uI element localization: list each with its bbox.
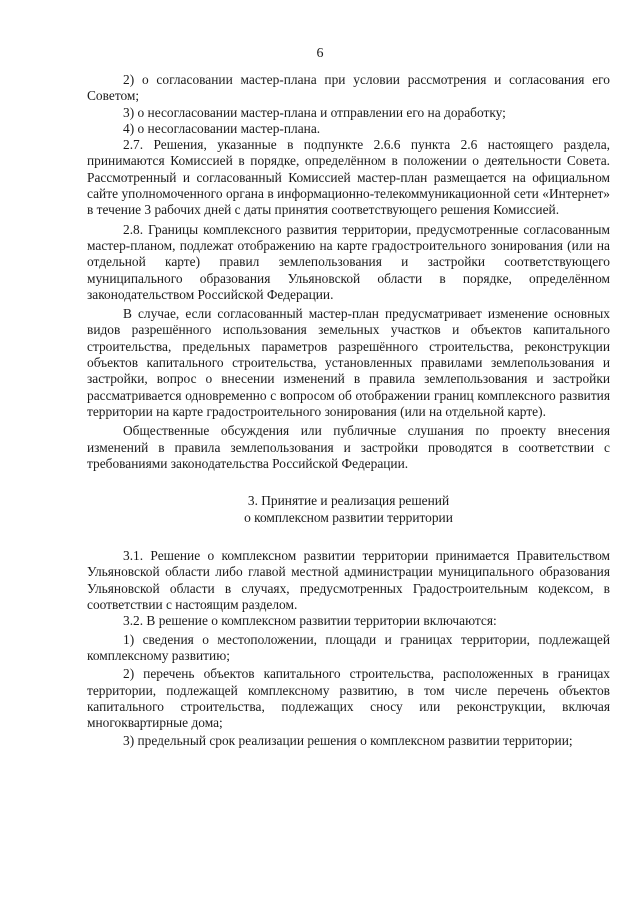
paragraph: 2) о согласовании мастер-плана при условии рассмотрения и согласования его Советом; [87,72,610,104]
paragraph: 3) о несогласовании мастер-плана и отправлении его на доработку; [123,104,506,120]
paragraph: 2) перечень объектов капитального строительства, расположенных в границах территории, подлежащей комплексному развитию, в том числе перечень объектов капитального строительства, подлежащих сносу или реконструкции, включая многоквартирные дома; [87,666,610,731]
paragraph: Общественные обсуждения или публичные слушания по проекту внесения изменений в правила землепользования и застройки проводятся в соответствии с требованиями законодательства Российской Федерации. [87,423,610,471]
paragraph: 3.1. Решение о комплексном развитии территории принимается Правительством Ульяновской области либо главой местной администрации муниципального образования Ульяновской области в случаях, предусмотренных Градостроительным кодексом, в соответствии с настоящим разделом. [87,548,610,613]
section-heading-line: о комплексном развитии территории [244,510,453,526]
section-heading [87,492,610,526]
section-heading-line: 3. Принятие и реализация решений [247,493,450,509]
paragraph: В случае, если согласованный мастер-план предусматривает изменение основных видов разрешённого использования земельных участков и объектов капитального строительства, предельных параметров разрешённого строительства, реконструкции объектов капитального строительства, установленных правилами землепользования и застройки, вопрос о внесении изменений в правила землепользования и застройки рассматривается одновременно с вопросом об отображении границ комплексного развития территории на карте градостроительного зонирования (или на отдельной карте). [87,306,610,419]
document-body [87,72,610,750]
paragraph: 1) сведения о местоположении, площади и границах территории, подлежащей комплексному развитию; [87,631,610,663]
paragraph: 3.2. В решение о комплексном развитии территории включаются: [123,613,497,629]
paragraph: 2.7. Решения, указанные в подпункте 2.6.6 пункта 2.6 настоящего раздела, принимаются Комиссией в порядке, определённом в положении о деятельности Совета. Рассмотренный и согласованный Комиссией мастер-план размещается на официальном сайте уполномоченного органа в информационно-телекоммуникационной сети «Интернет» в течение 3 рабочих дней с даты принятия соответствующего решения Комиссией. [87,137,610,218]
paragraph: 4) о несогласовании мастер-плана. [123,120,321,136]
paragraph: 2.8. Границы комплексного развития территории, предусмотренные согласованным мастер-планом, подлежат отображению на карте градостроительного зонирования (или на отдельной карте) правил землепользования и застройки соответствующего муниципального образования Ульяновской области в порядке, определённом законодательством Российской Федерации. [87,221,610,302]
page-number: 6 [316,46,324,61]
paragraph: 3) предельный срок реализации решения о комплексном развитии территории; [123,733,573,749]
